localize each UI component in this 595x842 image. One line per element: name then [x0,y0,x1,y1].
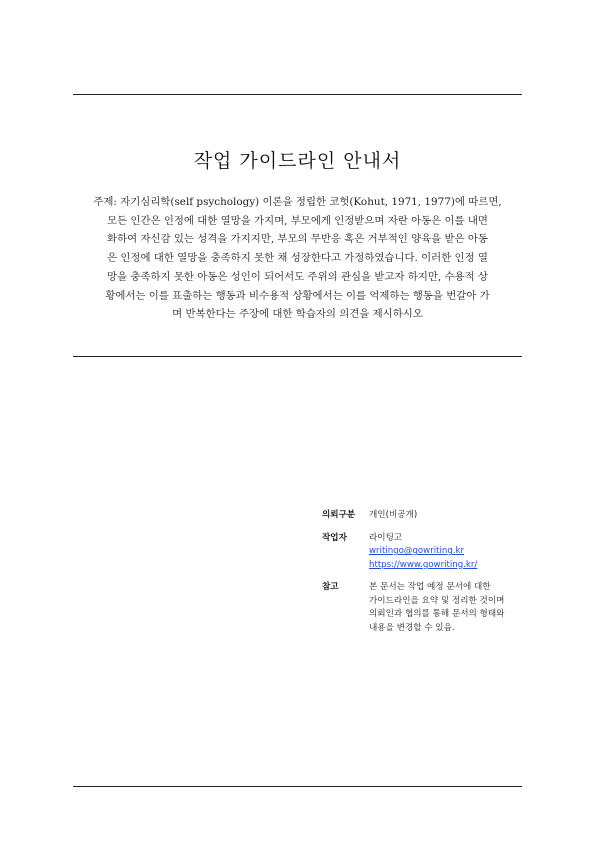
topic-paragraph [73,193,522,324]
topic-line: 망을 충족하지 못한 아동은 성인이 되어서도 주위의 관심을 받고자 하지만, 수용적 상 [107,270,488,283]
topic-line: 은 인정에 대한 열망을 충족하지 못한 채 성장한다고 가정하였습니다. 이러한 인정 열 [107,252,488,265]
bottom-divider [73,786,522,787]
topic-line: 주제: 자기심리학(self psychology) 이론을 정립한 코헛(Kohut, 1971, 1977)에 따르면, [93,196,502,208]
author-name: 라이팅고 [369,532,403,543]
author-label: 작업자 [322,532,347,543]
client-type-text: 개인(비공개) [369,510,418,520]
author-email-link[interactable]: writingo@gowriting.kr [369,546,465,556]
author-website-link[interactable]: https://www.gowriting.kr/ [369,559,478,570]
document-info-block [322,509,542,644]
topic-line: 화하여 자신감 있는 성격을 가지지만, 부모의 무반응 혹은 거부적인 양육을 받은 아동 [107,233,488,246]
note-line: 의뢰인과 협의를 통해 문서의 형태와 [369,609,505,619]
note-label: 참고 [322,582,339,592]
middle-divider [73,356,522,357]
author-details [369,532,542,573]
note-text [369,581,542,635]
topic-line: 황에서는 이를 표출하는 행동과 비수용적 상황에서는 이를 억제하는 행동을 번갈아 가 [105,289,490,302]
note-line: 본 문서는 작업 예정 문서에 대한 [369,582,491,592]
client-type-label: 의뢰구분 [322,510,356,520]
document-title: 작업 가이드라인 안내서 [193,150,402,172]
author-row [322,532,542,573]
note-line: 가이드라인을 요약 및 정리한 것이며 [369,595,505,606]
topic-line: 모든 인간은 인정에 대한 열망을 가지며, 부모에게 인정받으며 자란 아동은 이를 내면 [107,214,488,227]
note-row [322,581,542,635]
client-type-row [322,509,542,523]
top-divider [73,94,522,95]
note-line: 내용을 변경할 수 있음. [369,622,455,633]
topic-line: 며 반복한다는 주장에 대한 학습자의 의견을 제시하시오 [172,308,423,321]
client-type-value [369,509,542,523]
